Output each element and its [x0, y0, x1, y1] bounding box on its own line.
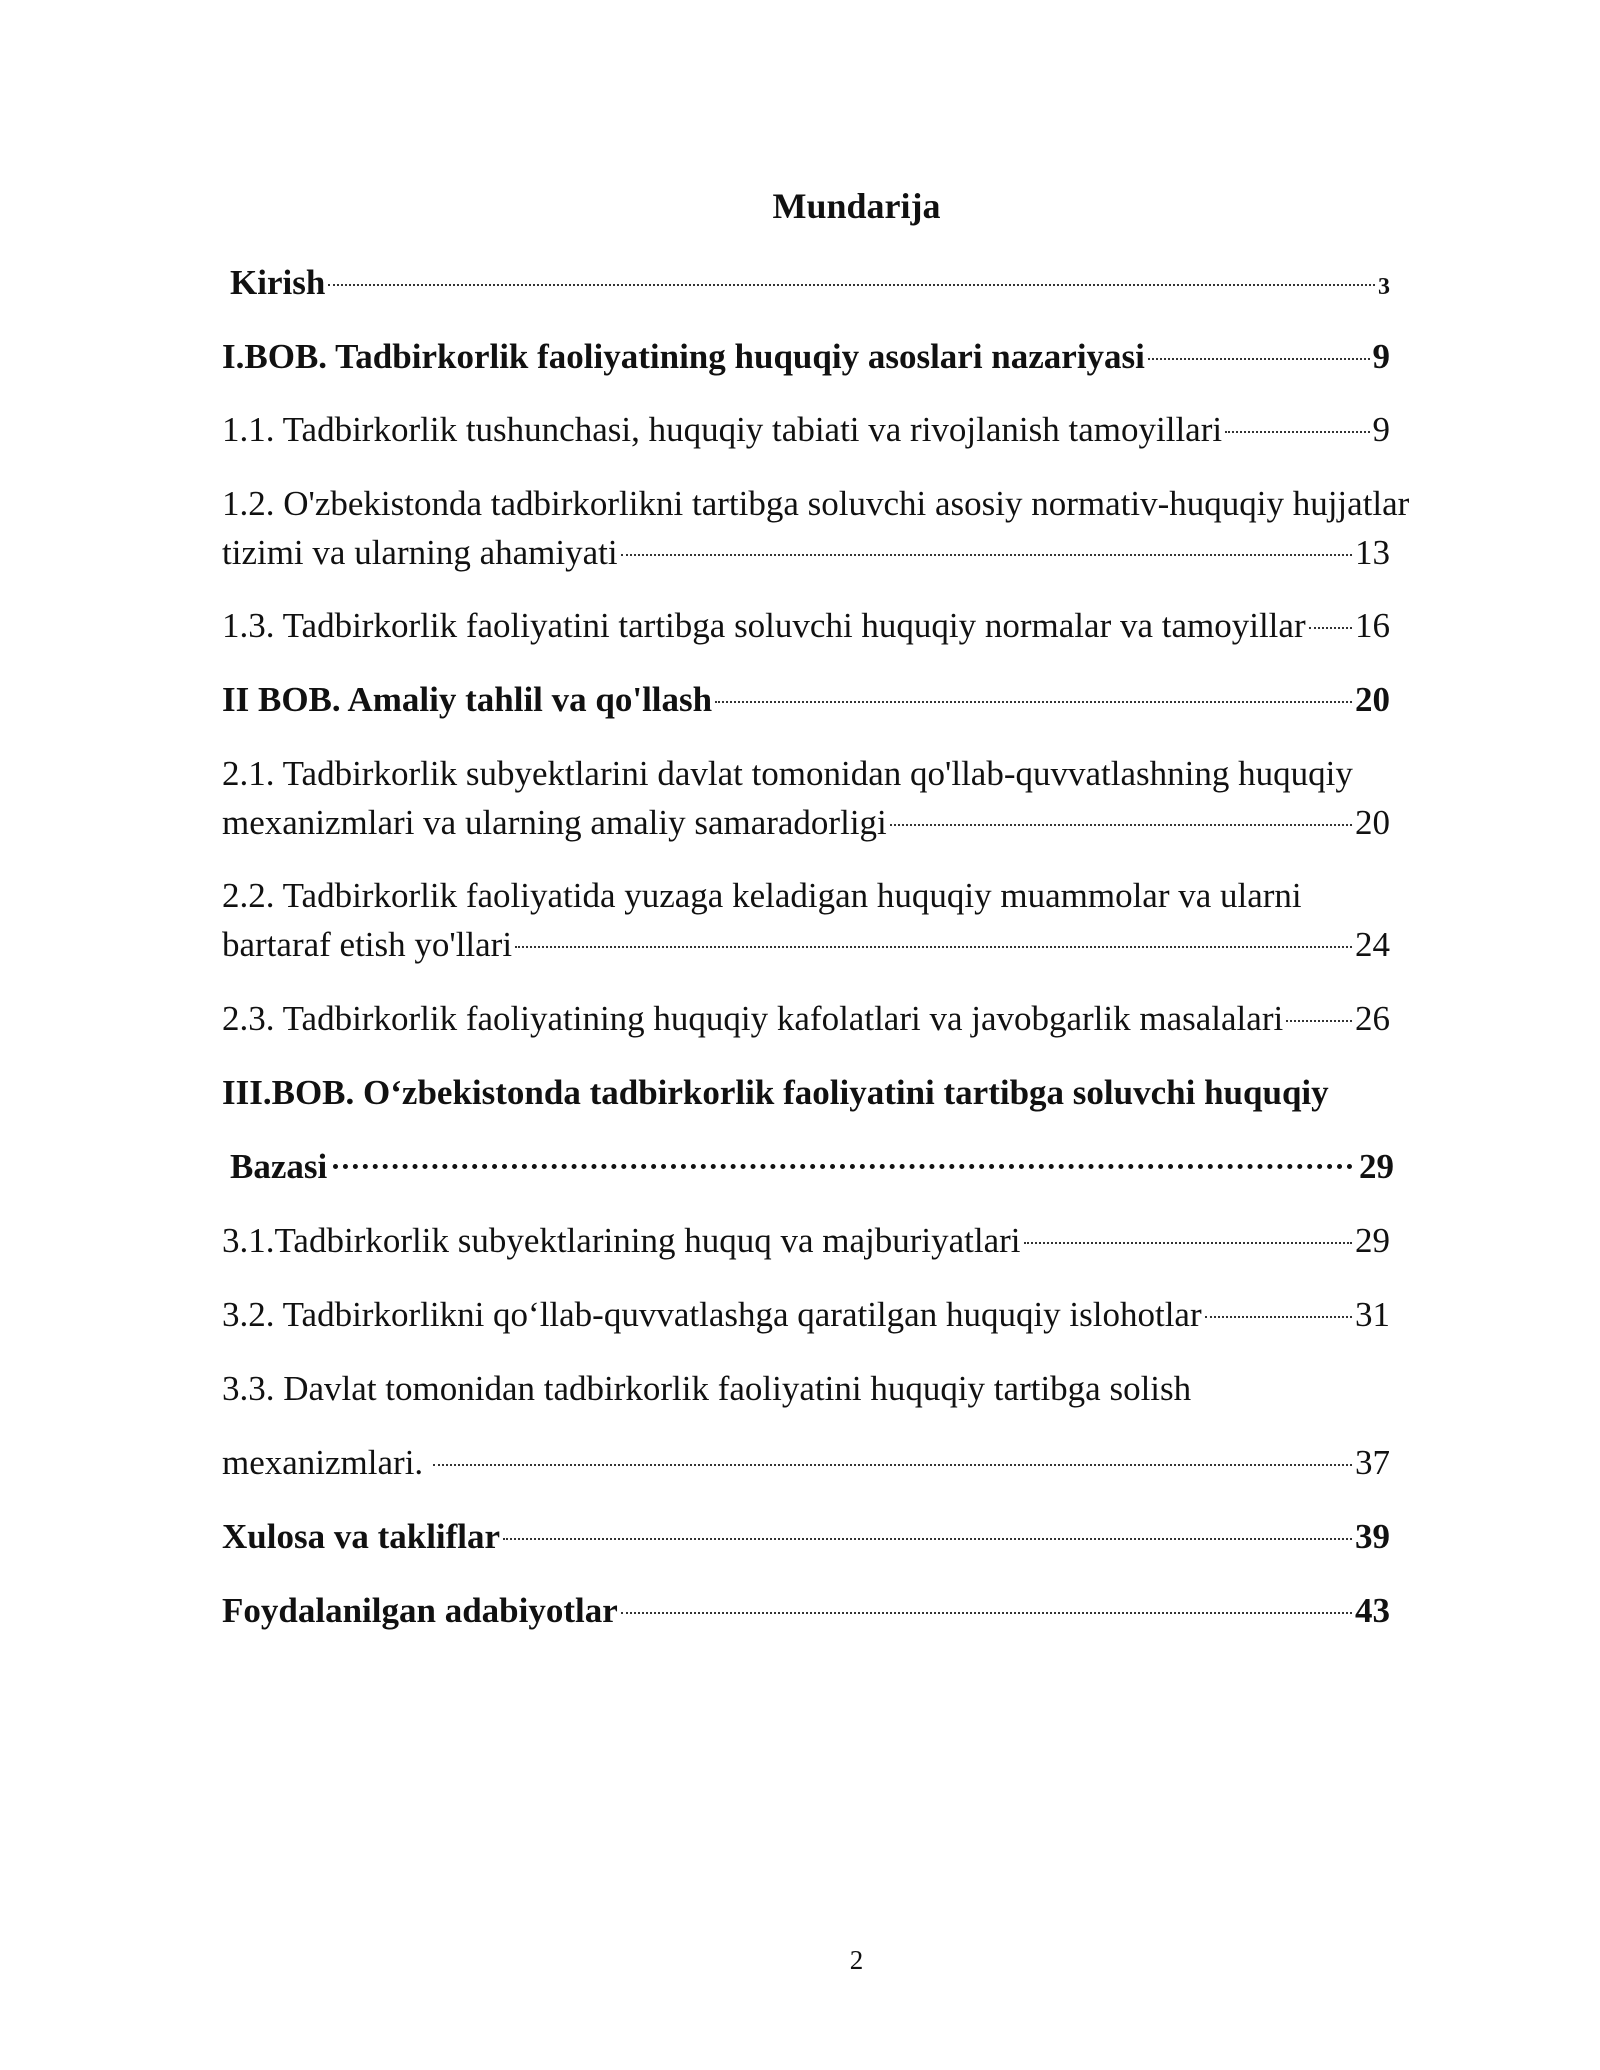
- toc-page-number: 9: [1372, 410, 1390, 449]
- toc-entry-1-1: [222, 405, 1390, 454]
- dot-leader: [715, 701, 1352, 703]
- toc-entry-2-1: [222, 749, 1390, 847]
- toc-entry-chapter-3: [222, 1068, 1394, 1191]
- toc-entry-3-2: [222, 1290, 1390, 1339]
- toc-entry-text-line1: III.BOB. O‘zbekistonda tadbirkorlik faoliyatini tartibga soluvchi huquqiy: [222, 1073, 1329, 1112]
- dot-leader: [328, 284, 1375, 286]
- toc-page-number: 20: [1355, 803, 1390, 842]
- toc-page-number: 20: [1355, 680, 1390, 719]
- toc-entry-text: Xulosa va takliflar: [222, 1517, 501, 1556]
- toc-entry-text-line1: 3.3. Davlat tomonidan tadbirkorlik faoliyatini huquqiy tartibga solish: [222, 1369, 1192, 1408]
- page-number: 2: [849, 1945, 864, 1975]
- toc-entry-3-3: [222, 1364, 1390, 1487]
- dot-leader: [433, 1464, 1352, 1466]
- toc-entry-2-3: [222, 994, 1390, 1043]
- toc-entry-3-1: [222, 1216, 1390, 1265]
- toc-entry-text: 1.3. Tadbirkorlik faoliyatini tartibga soluvchi huquqiy normalar va tamoyillar: [222, 606, 1306, 645]
- dot-leader: [621, 1612, 1352, 1614]
- dot-leader: [503, 1538, 1352, 1540]
- dot-leader: [1225, 431, 1369, 433]
- toc-entry-2-2: [222, 871, 1390, 969]
- toc-entry-text: 2.3. Tadbirkorlik faoliyatining huquqiy kafolatlari va javobgarlik masalalari: [222, 999, 1284, 1038]
- dot-leader: [621, 554, 1352, 556]
- toc-page-number: 37: [1355, 1443, 1390, 1482]
- toc-entry-text-line2: mexanizmlari va ularning amaliy samaradorligi: [222, 803, 887, 842]
- toc-page-number: 24: [1355, 925, 1390, 964]
- toc-page-number: 31: [1355, 1295, 1390, 1334]
- toc-entry-text-line1: 2.2. Tadbirkorlik faoliyatida yuzaga keladigan huquqiy muammolar va ularni: [222, 876, 1302, 915]
- toc-entry-text: II BOB. Amaliy tahlil va qo'llash: [222, 680, 713, 719]
- toc-page-number: 29: [1359, 1147, 1394, 1186]
- toc-entry-1-2: [222, 479, 1410, 577]
- page-title: Mundarija: [772, 186, 941, 226]
- dot-leader: [1286, 1020, 1352, 1022]
- toc-entry-text-line2: Bazasi: [230, 1147, 328, 1186]
- toc-page-number: 16: [1355, 606, 1390, 645]
- toc-entry-text-line2: bartaraf etish yo'llari: [222, 925, 513, 964]
- toc-page-number: 26: [1355, 999, 1390, 1038]
- toc-entry-conclusion: [222, 1512, 1390, 1561]
- toc-entry-chapter-1: [222, 332, 1390, 381]
- toc-entry-text-line2: mexanizmlari.: [222, 1443, 424, 1482]
- toc-page-number: 43: [1355, 1591, 1390, 1630]
- toc-page-number: 39: [1355, 1517, 1390, 1556]
- toc-entry-text: 1.1. Tadbirkorlik tushunchasi, huquqiy tabiati va rivojlanish tamoyillari: [222, 410, 1223, 449]
- dot-leader: [515, 946, 1352, 948]
- toc-page-number: 9: [1372, 337, 1390, 376]
- toc-entry-kirish: [230, 258, 1390, 307]
- dot-leader: [1024, 1242, 1353, 1244]
- toc-entry-references: [222, 1586, 1390, 1635]
- dot-leader: [333, 1164, 1353, 1169]
- toc-entry-1-3: [222, 601, 1390, 650]
- dot-leader: [1148, 358, 1370, 360]
- toc-entry-text-line1: 1.2. O'zbekistonda tadbirkorlikni tartibga soluvchi asosiy normativ-huquqiy hujjatlar: [222, 484, 1410, 523]
- toc-entry-chapter-2: [222, 675, 1390, 724]
- dot-leader: [890, 824, 1352, 826]
- toc-entry-text: Foydalanilgan adabiyotlar: [222, 1591, 618, 1630]
- toc-entry-text: I.BOB. Tadbirkorlik faoliyatining huquqiy asoslari nazariyasi: [222, 337, 1145, 376]
- toc-entry-text-line1: 2.1. Tadbirkorlik subyektlarini davlat tomonidan qo'llab-quvvatlashning huquqiy: [222, 754, 1353, 793]
- toc-entry-text-line2: tizimi va ularning ahamiyati: [222, 533, 618, 572]
- toc-entry-text: 3.1.Tadbirkorlik subyektlarining huquq va majburiyatlari: [222, 1221, 1021, 1260]
- dot-leader: [1205, 1316, 1352, 1318]
- toc-entry-text: Kirish: [230, 263, 326, 302]
- toc-page-number: 29: [1355, 1221, 1390, 1260]
- dot-leader: [1309, 627, 1352, 629]
- toc-entry-text: 3.2. Tadbirkorlikni qo‘llab-quvvatlashga qaratilgan huquqiy islohotlar: [222, 1295, 1202, 1334]
- toc-page-number: 13: [1355, 533, 1390, 572]
- toc-page-number: 3: [1378, 274, 1390, 300]
